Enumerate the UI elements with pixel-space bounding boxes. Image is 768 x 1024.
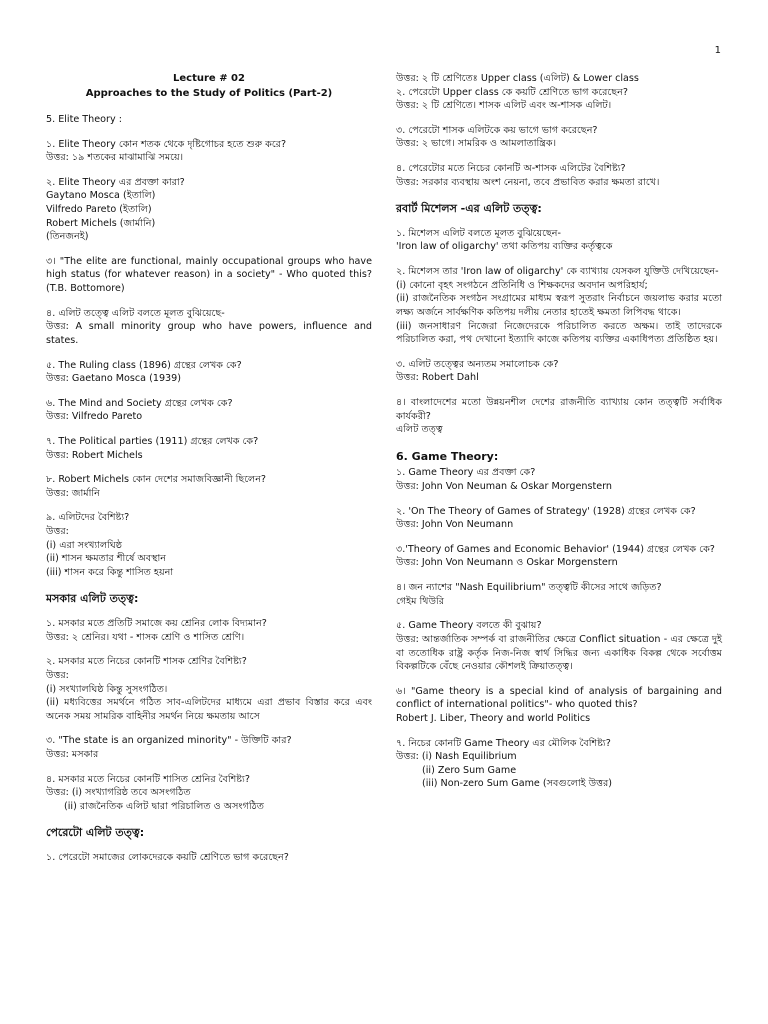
answer-line: উত্তর: A small minority group who have powers, influence and states. bbox=[46, 321, 372, 346]
lecture-title: Lecture # 02 bbox=[173, 73, 245, 84]
question-line: ২. Elite Theory এর প্রবক্তা কারা? bbox=[46, 176, 185, 188]
q7-answer-1: উত্তর: (i) Nash Equilibrium bbox=[396, 751, 517, 763]
right-block-group-c bbox=[396, 480, 722, 726]
answer-line: উত্তর: John Von Neumann ও Oskar Morgenstern bbox=[396, 557, 618, 569]
left-block-group-a bbox=[46, 138, 372, 580]
qa-block bbox=[396, 581, 722, 608]
qa-block bbox=[46, 255, 372, 296]
qa-block bbox=[46, 307, 372, 348]
question-line: ৮. Robert Michels কোন দেশের সমাজবিজ্ঞানী ছিলেন? bbox=[46, 474, 267, 486]
answer-line: Gaytano Mosca (ইতালি) bbox=[46, 190, 156, 202]
qa-block bbox=[396, 505, 722, 532]
qa-block bbox=[396, 685, 722, 726]
question-line: ১. মসকার মতে প্রতিটি সমাজে কয় শ্রেনির লোক বিদ্যমান? bbox=[46, 618, 267, 630]
qa-block bbox=[396, 480, 722, 494]
qa-block bbox=[46, 511, 372, 579]
answer-line: (i) কোনো বৃহৎ সংগঠনে প্রতিনিধি ও শিক্ষকদের অবদান অপরিহার্য; bbox=[396, 279, 648, 291]
question-line: ৩. পেরেটো শাসক এলিটকে কয় ভাগে ভাগ করেছেন? bbox=[396, 124, 598, 136]
left-block-group-b bbox=[46, 617, 372, 761]
pareto-q1-question: ১. পেরেটো সমাজের লোকদেরকে কয়টি শ্রেণিতে ভাগ করেছেন? bbox=[46, 851, 289, 863]
right-column bbox=[396, 72, 722, 802]
answer-line: উত্তর: John Von Neumann bbox=[396, 519, 514, 531]
pareto-heading: পেরেটো এলিট তত্ত্ব: bbox=[46, 826, 145, 840]
question-line: ১. মিশেলস এলিট বলতে মূলত বুঝিয়েছেন- bbox=[396, 227, 561, 239]
qa-block bbox=[396, 124, 722, 151]
question-line: ৩. "The state is an organized minority" - উক্তিটি কার? bbox=[46, 735, 292, 747]
qa-block bbox=[396, 162, 722, 189]
game-q1-question: ১. Game Theory এর প্রবক্তা কে? bbox=[396, 467, 536, 479]
question-line: ২. মসকার মতে নিচের কোনটি শাসক শ্রেণির বৈশিষ্ট্য? bbox=[46, 656, 247, 668]
left-column bbox=[46, 72, 372, 876]
qa-block bbox=[396, 543, 722, 570]
question-line: ৩.'Theory of Games and Economic Behavior' (1944) গ্রন্থের লেখক কে? bbox=[396, 543, 715, 555]
qa-block bbox=[46, 176, 372, 244]
qa-block bbox=[396, 619, 722, 673]
answer-line: উত্তর: ২ শ্রেনির। যথা - শাসক শ্রেণি ও শাসিত শ্রেণি। bbox=[46, 631, 245, 643]
answer-line: উত্তর: জার্মানি bbox=[46, 487, 100, 499]
answer-line: 'Iron law of oligarchy' তথা কতিপয় ব্যক্তির কর্তৃত্বকে bbox=[396, 241, 613, 253]
qa-block bbox=[46, 138, 372, 165]
answer-line: (i) সংখ্যালঘিষ্ঠ কিন্তু সুসংগঠিত। bbox=[46, 683, 168, 695]
answer-line: (iii) জনসাধারণ নিজেরা নিজেদেরকে পরিচালিত করতে অক্ষম। তাই তাদেরকে পরিচালিত করা, পথ দেখানো ইত্যাদি কাজে কতিপয় ব্যক্তির একাধিপত্য প্রতিষ্ঠিত হয়। bbox=[396, 320, 722, 346]
answer-line: ২. পেরেটো Upper class কে কয়টি শ্রেণিতে ভাগ করেছেন? bbox=[396, 86, 628, 98]
answer-line: উত্তর: Robert Dahl bbox=[396, 372, 479, 384]
qa-block bbox=[396, 227, 722, 254]
answer-line: Robert J. Liber, Theory and world Politics bbox=[396, 712, 591, 724]
pareto-q1 bbox=[46, 851, 372, 865]
question-line: ৫. Game Theory বলতে কী বুঝায়? bbox=[396, 620, 542, 632]
qa-block bbox=[396, 265, 722, 347]
game-q1 bbox=[396, 466, 722, 480]
answer-line: উত্তর: ২ টি শ্রেণিতে। শাসক এলিট এবং অ-শাসক এলিট। bbox=[396, 100, 612, 112]
answer-line: (ii) শাসন ক্ষমতার শীর্ষে অবস্থান bbox=[46, 553, 166, 565]
question-line: ৩. এলিট তত্ত্বের অন্যতম সমালোচক কে? bbox=[396, 358, 559, 370]
game-theory-heading: 6. Game Theory: bbox=[396, 449, 499, 463]
answer-line: উত্তর: ২ ভাগে। সামরিক ও আমলাতান্ত্রিক। bbox=[396, 138, 557, 150]
right-block-group-b bbox=[396, 227, 722, 437]
qa-block bbox=[46, 617, 372, 644]
elite-theory-heading bbox=[46, 113, 372, 127]
qa-block bbox=[46, 435, 372, 462]
q7-answer-2: (ii) Zero Sum Game bbox=[422, 764, 517, 776]
answer-line: উত্তর: মসকার bbox=[46, 748, 99, 760]
question-line: ৭. The Political parties (1911) গ্রন্থের লেখক কে? bbox=[46, 435, 259, 447]
mosca-heading: মসকার এলিট তত্ত্ব: bbox=[46, 592, 139, 606]
question-line: ৪। জন ন্যাশের "Nash Equilibrium" তত্ত্বটি কীসের সাথে জড়িত? bbox=[396, 582, 662, 594]
lecture-header bbox=[46, 72, 372, 101]
question-line: ২. 'On The Theory of Games of Strategy' (1928) গ্রন্থের লেখক কে? bbox=[396, 505, 696, 517]
question-line: ৫. The Ruling class (1896) গ্রন্থের লেখক কে? bbox=[46, 359, 242, 371]
answer-line: (ii) রাজনৈতিক সংগঠন সংগ্রামের মাধ্যম স্বরূপ সুতরাং নির্বাচনে জয়লাভ করার মতো লক্ষ্য অর্জনে সার্বক্ষণিক কতিপয় দলীয় নেতার হাতেই ক্ষমতা লিপিবদ্ধ থাকে। bbox=[396, 293, 722, 318]
answer-line: উত্তর: Gaetano Mosca (1939) bbox=[46, 373, 181, 385]
answer-line: Vilfredo Pareto (ইতালি) bbox=[46, 204, 152, 216]
game-q7 bbox=[396, 737, 722, 791]
q7-answer-3: (iii) Non-zero Sum Game (সবগুলোই উত্তর) bbox=[422, 778, 612, 790]
qa-block bbox=[46, 734, 372, 761]
question-line: ৪. পেরেটোর মতে নিচের কোনটি অ-শাসক এলিটের বৈশিষ্ট্য? bbox=[396, 163, 626, 175]
answer-line: উত্তর: আন্তর্জাতিক সম্পর্ক বা রাজনীতির ক্ষেত্রে Conflict situation - এর ক্ষেত্রে দুই বা ততোধিক রাষ্ট্র কর্তৃক নিজ-নিজ স্বার্থ সিদ্ধির জন্য একাধিক বিকল্প থেকে সর্বোত্তম বিকল্পটিকে বেঁছে নেওয়ার কৌশলই ক্রিয়াতত্ত্ব। bbox=[396, 633, 722, 673]
qa-block bbox=[46, 473, 372, 500]
answer-line: এলিট তত্ত্ব bbox=[396, 424, 443, 436]
answer-line: উত্তর: ১৯ শতকের মাঝামাঝি সময়ে। bbox=[46, 152, 184, 164]
answer-line: উত্তর: সরকার ব্যবস্থায় অংশ নেয়না, তবে প্রভাবিত করার ক্ষমতা রাখে। bbox=[396, 176, 660, 188]
question-line: ৩। "The elite are functional, mainly occupational groups who have high status (for whatever reason) in a society" - Who quoted this? (T.B. Bottomore) bbox=[46, 255, 372, 295]
mosca-q4 bbox=[46, 773, 372, 814]
answer-line: Robert Michels (জার্মানি) bbox=[46, 217, 156, 229]
qa-block bbox=[46, 655, 372, 723]
answer-line: (তিনজনই) bbox=[46, 231, 89, 243]
question-line: ৪. এলিট তত্ত্বে এলিট বলতে মূলত বুঝিয়েছে- bbox=[46, 307, 225, 319]
page-number: 1 bbox=[714, 45, 721, 56]
answer-line: (ii) মধ্যবিত্তের সমর্থনে গঠিত সাব-এলিটদের মাধ্যমে এরা প্রভাব বিস্তার করে এবং অনেক সময় সামরিক বাহিনীর সমর্থন নিয়ে ক্ষমতায় আসে bbox=[46, 697, 372, 722]
lecture-subtitle: Approaches to the Study of Politics (Part-2) bbox=[85, 87, 333, 99]
question-line: ২. মিশেলস তার 'Iron law of oligarchy' কে ব্যাখ্যায় যেসকল যুক্তিউ দেখিয়েছেন- bbox=[396, 266, 719, 278]
q4-question: ৪. মসকার মতে নিচের কোনটি শাসিত শ্রেনির বৈশিষ্ট্য? bbox=[46, 773, 250, 785]
question-line: ৬. The Mind and Society গ্রন্থের লেখক কে? bbox=[46, 397, 233, 409]
q7-question: ৭. নিচের কোনটি Game Theory এর মৌলিক বৈশিষ্ট্য? bbox=[396, 737, 611, 749]
qa-block bbox=[396, 72, 722, 113]
qa-block bbox=[46, 359, 372, 386]
answer-line: উত্তর: Robert Michels bbox=[46, 449, 143, 461]
qa-block bbox=[46, 397, 372, 424]
michels-heading: রবার্ট মিশেলস -এর এলিট তত্ত্ব: bbox=[396, 202, 542, 216]
answer-line: উত্তর: bbox=[46, 669, 69, 681]
q4-answer-1: উত্তর: (i) সংখ্যাগরিষ্ঠ তবে অসংগঠিত bbox=[46, 787, 191, 799]
qa-block bbox=[396, 396, 722, 437]
question-line: উত্তর: John Von Neuman & Oskar Morgenstern bbox=[396, 481, 612, 493]
answer-line: গেইম থিউরি bbox=[396, 595, 444, 607]
right-block-group-a bbox=[396, 72, 722, 189]
question-line: ৯. এলিটদের বৈশিষ্ট্য? bbox=[46, 512, 130, 524]
elite-theory-heading-text: 5. Elite Theory : bbox=[46, 114, 122, 125]
answer-line: উত্তর: bbox=[46, 526, 69, 538]
question-line: ৬। "Game theory is a special kind of analysis of bargaining and conflict of international politics"- who quoted this? bbox=[396, 685, 722, 711]
qa-block bbox=[396, 358, 722, 385]
answer-line: (i) এরা সংখ্যালঘিষ্ঠ bbox=[46, 539, 123, 551]
question-line: ৪। বাংলাদেশের মতো উন্নয়নশীল দেশের রাজনীতি ব্যাখ্যায় কোন তত্ত্বটি সর্বাধিক কার্যকরী? bbox=[396, 396, 722, 422]
answer-line: উত্তর: Vilfredo Pareto bbox=[46, 411, 143, 423]
question-line: ১. Elite Theory কোন শতক থেকে দৃষ্টিগোচর হতে শুরু করে? bbox=[46, 138, 287, 150]
answer-line: (iii) শাসন করে কিন্তু শাসিত হয়না bbox=[46, 566, 174, 578]
q4-answer-2: (ii) রাজনৈতিক এলিট দ্বারা পরিচালিত ও অসংগঠিত bbox=[64, 800, 264, 812]
question-line: উত্তর: ২ টি শ্রেণিতেঃ Upper class (এলিট) & Lower class bbox=[396, 73, 639, 84]
